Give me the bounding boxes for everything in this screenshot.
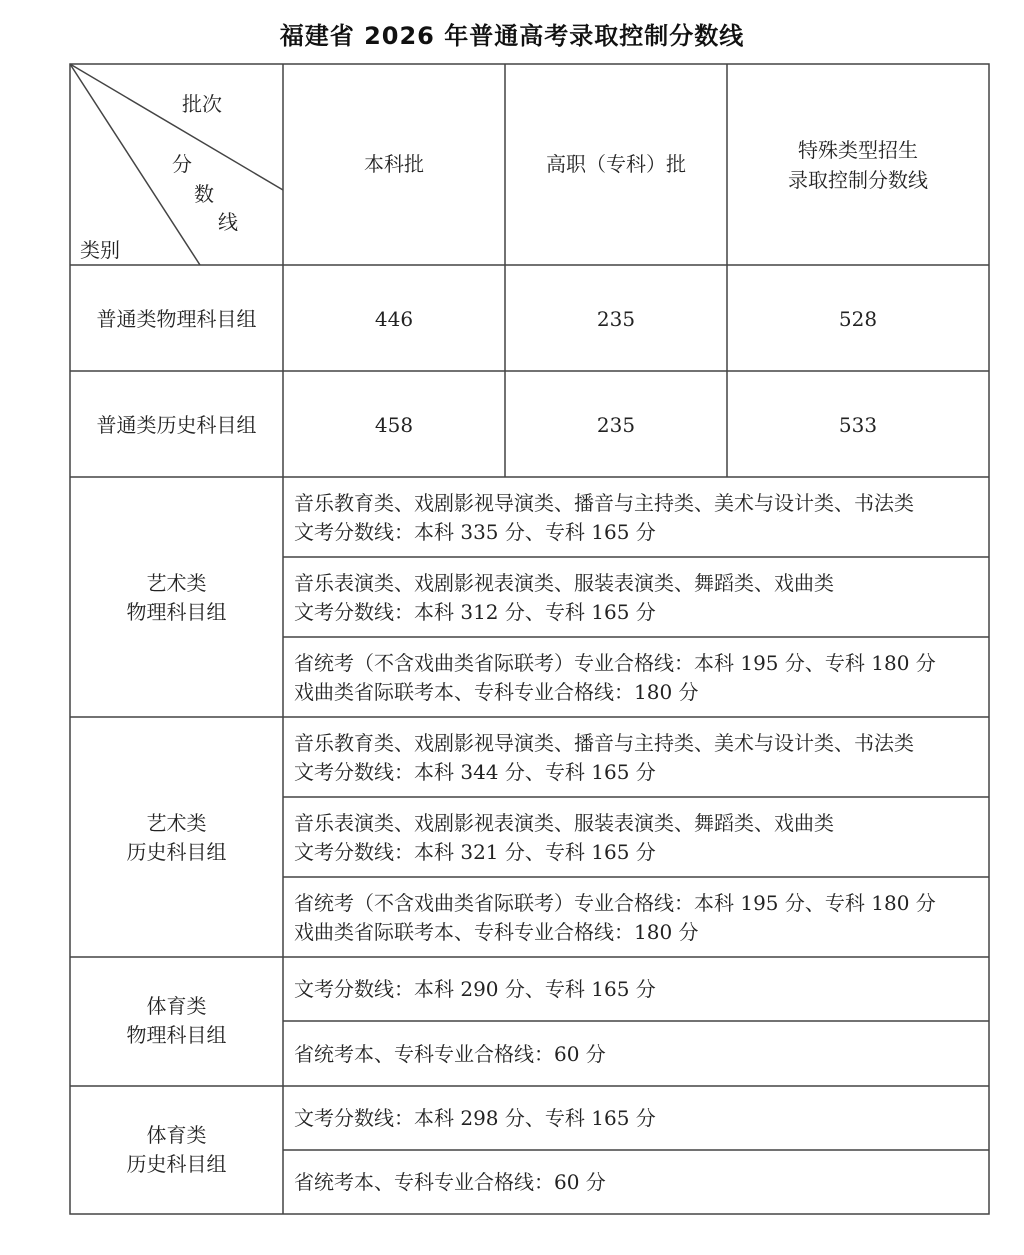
corner-category: 类别 bbox=[80, 238, 120, 262]
art-history-r1-line2: 文考分数线：本科 344 分、专科 165 分 bbox=[294, 760, 656, 784]
cell-gaozhi-history: 235 bbox=[596, 413, 636, 437]
row-label-history-general: 普通类历史科目组 bbox=[96, 413, 257, 437]
header-special-line2: 录取控制分数线 bbox=[788, 168, 928, 192]
cell-gaozhi-physics: 235 bbox=[596, 307, 636, 331]
art-history-r2-line2: 文考分数线：本科 321 分、专科 165 分 bbox=[294, 840, 656, 864]
art-history-label-2: 历史科目组 bbox=[126, 840, 227, 864]
corner-xian: 线 bbox=[218, 210, 238, 234]
header-special-line1: 特殊类型招生 bbox=[798, 138, 918, 162]
cell-benke-physics: 446 bbox=[374, 307, 414, 331]
art-physics-r1-line2: 文考分数线：本科 335 分、专科 165 分 bbox=[294, 520, 656, 544]
art-history-label-1: 艺术类 bbox=[146, 811, 207, 835]
corner-fen: 分 bbox=[172, 152, 192, 176]
header-benke: 本科批 bbox=[364, 152, 424, 176]
cell-special-physics: 528 bbox=[838, 307, 878, 331]
cell-benke-history: 458 bbox=[374, 413, 414, 437]
pe-physics-label-1: 体育类 bbox=[146, 994, 207, 1018]
header-gaozhi: 高职（专科）批 bbox=[546, 152, 686, 176]
art-history-r2-line1: 音乐表演类、戏剧影视表演类、服装表演类、舞蹈类、戏曲类 bbox=[294, 811, 834, 835]
art-history-r1-line1: 音乐教育类、戏剧影视导演类、播音与主持类、美术与设计类、书法类 bbox=[294, 731, 914, 755]
art-physics-r1-line1: 音乐教育类、戏剧影视导演类、播音与主持类、美术与设计类、书法类 bbox=[294, 491, 914, 515]
cell-special-history: 533 bbox=[838, 413, 878, 437]
art-physics-r2-line1: 音乐表演类、戏剧影视表演类、服装表演类、舞蹈类、戏曲类 bbox=[294, 571, 834, 595]
corner-shu: 数 bbox=[194, 182, 214, 206]
pe-history-label-2: 历史科目组 bbox=[126, 1152, 227, 1176]
pe-history-r1: 文考分数线：本科 298 分、专科 165 分 bbox=[294, 1106, 656, 1130]
art-physics-r3-line2: 戏曲类省际联考本、专科专业合格线：180 分 bbox=[294, 680, 699, 704]
pe-history-r2: 省统考本、专科专业合格线：60 分 bbox=[294, 1170, 606, 1194]
page-title: 福建省 2026 年普通高考录取控制分数线 bbox=[279, 22, 745, 50]
corner-batch: 批次 bbox=[182, 92, 222, 116]
pe-physics-r1: 文考分数线：本科 290 分、专科 165 分 bbox=[294, 977, 656, 1001]
pe-history-label-1: 体育类 bbox=[146, 1123, 207, 1147]
art-physics-label-2: 物理科目组 bbox=[126, 600, 227, 624]
art-physics-label-1: 艺术类 bbox=[146, 571, 207, 595]
pe-physics-r2: 省统考本、专科专业合格线：60 分 bbox=[294, 1042, 606, 1066]
art-physics-r3-line1: 省统考（不含戏曲类省际联考）专业合格线：本科 195 分、专科 180 分 bbox=[294, 651, 936, 675]
pe-physics-label-2: 物理科目组 bbox=[126, 1023, 227, 1047]
art-history-r3-line2: 戏曲类省际联考本、专科专业合格线：180 分 bbox=[294, 920, 699, 944]
art-physics-r2-line2: 文考分数线：本科 312 分、专科 165 分 bbox=[294, 600, 656, 624]
row-label-physics-general: 普通类物理科目组 bbox=[96, 307, 257, 331]
art-history-r3-line1: 省统考（不含戏曲类省际联考）专业合格线：本科 195 分、专科 180 分 bbox=[294, 891, 936, 915]
